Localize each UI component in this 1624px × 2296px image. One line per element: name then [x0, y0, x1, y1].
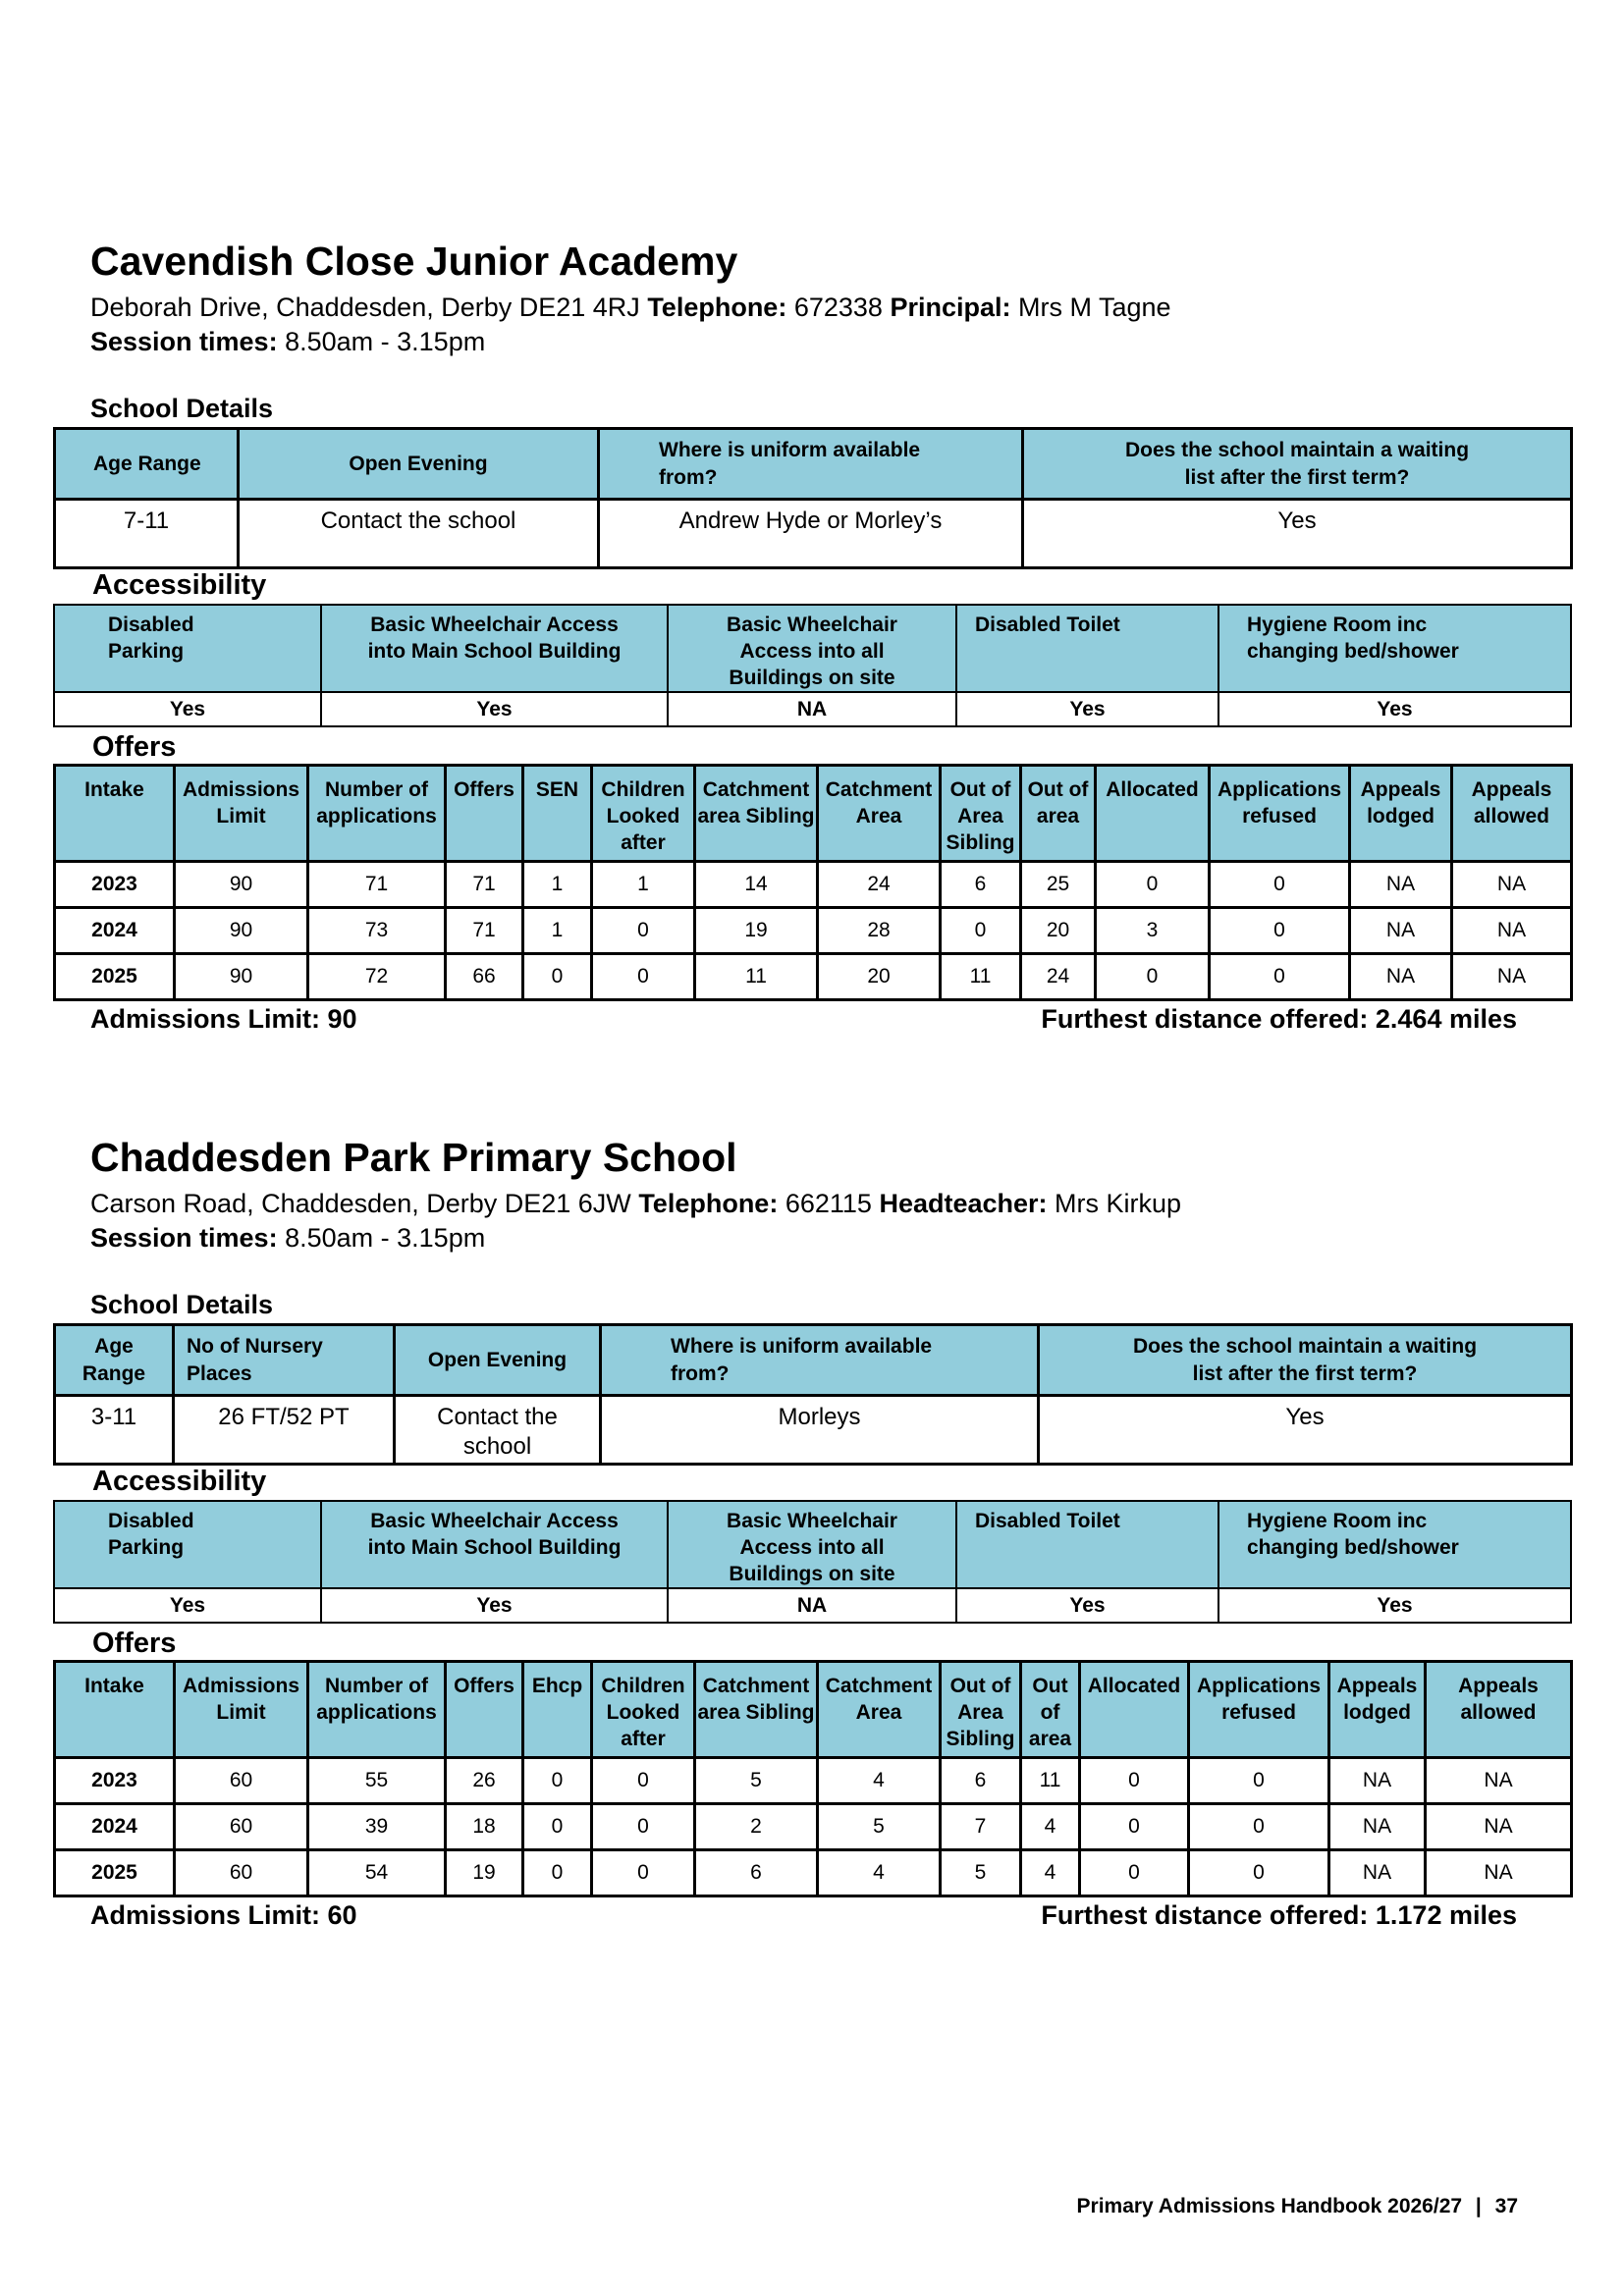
page-footer [1077, 2195, 1518, 2218]
offers-row [55, 1758, 1572, 1804]
offers-cell: NA [1452, 954, 1572, 1000]
head-label: Headteacher: [879, 1189, 1048, 1218]
offers-cell: 72 [308, 954, 446, 1000]
telephone-label: Telephone: [638, 1189, 779, 1218]
offers-cell: 6 [941, 1758, 1021, 1804]
offers-cell: 0 [1210, 954, 1350, 1000]
accessibility-value: Yes [54, 692, 321, 726]
offers-row [55, 954, 1572, 1000]
offers-cell: 0 [1189, 1850, 1329, 1896]
offers-cell: 28 [818, 908, 941, 954]
offers-cell: 60 [175, 1804, 308, 1850]
accessibility-title: Accessibility [92, 1466, 267, 1497]
offers-header: Appeals allowed [1452, 766, 1572, 862]
offers-title: Offers [92, 731, 177, 763]
details-value: Contact the school [395, 1396, 601, 1465]
offers-cell: NA [1350, 954, 1452, 1000]
offers-cell: 6 [941, 862, 1021, 908]
offers-row [55, 1804, 1572, 1850]
offers-cell: 20 [1021, 908, 1096, 954]
offers-cell: 0 [592, 908, 695, 954]
offers-cell: 3 [1096, 908, 1210, 954]
details-header: No of Nursery Places [174, 1325, 395, 1396]
offers-cell: 1 [523, 862, 592, 908]
offers-header: Out of area [1021, 1662, 1080, 1758]
offers-header: Catchment Area [818, 1662, 941, 1758]
details-header: Age Range [55, 1325, 174, 1396]
accessibility-header: Hygiene Room inc changing bed/shower [1218, 605, 1571, 692]
accessibility-header: Disabled Toilet [956, 1501, 1218, 1588]
offers-cell: 0 [1189, 1758, 1329, 1804]
offers-cell: 54 [308, 1850, 446, 1896]
session-value: 8.50am - 3.15pm [285, 1223, 486, 1253]
offers-cell: 5 [941, 1850, 1021, 1896]
offers-cell: 0 [592, 1804, 695, 1850]
offers-header: Children Looked after [592, 766, 695, 862]
offers-cell: 11 [941, 954, 1021, 1000]
offers-cell: 90 [175, 954, 308, 1000]
offers-cell: 19 [446, 1850, 523, 1896]
offers-cell: 0 [592, 1758, 695, 1804]
details-header: Age Range [55, 429, 239, 500]
session-value: 8.50am - 3.15pm [285, 327, 486, 356]
accessibility-value: NA [668, 692, 956, 726]
offers-row [55, 908, 1572, 954]
accessibility-header-row [54, 1501, 1571, 1588]
offers-cell: 2023 [55, 1758, 175, 1804]
offers-header: Appeals allowed [1426, 1662, 1572, 1758]
offers-header: Out of Area Sibling [941, 766, 1021, 862]
telephone-value: 672338 [793, 293, 883, 322]
accessibility-value-row [54, 1588, 1571, 1623]
offers-cell: 7 [941, 1804, 1021, 1850]
accessibility-table [53, 604, 1572, 727]
accessibility-header: Basic Wheelchair Access into Main School Building [321, 605, 668, 692]
page-number: 37 [1494, 2195, 1518, 2217]
offers-cell: 2024 [55, 1804, 175, 1850]
offers-header: Offers [446, 1662, 523, 1758]
offers-cell: 0 [523, 1804, 592, 1850]
offers-header: Out of area [1021, 766, 1096, 862]
offers-cell: NA [1329, 1804, 1426, 1850]
session-label: Session times: [90, 327, 278, 356]
offers-cell: 26 [446, 1758, 523, 1804]
accessibility-title: Accessibility [92, 569, 267, 601]
accessibility-header: Basic Wheelchair Access into all Buildings on site [668, 1501, 956, 1588]
admissions-limit: Admissions Limit: 90 [90, 1004, 357, 1034]
head-value: Mrs M Tagne [1018, 293, 1171, 322]
offers-header: Applications refused [1210, 766, 1350, 862]
telephone-value: 662115 [785, 1189, 872, 1218]
offers-header: Catchment Area [818, 766, 941, 862]
offers-cell: 0 [523, 1850, 592, 1896]
offers-cell: 2 [695, 1804, 818, 1850]
offers-header: Allocated [1080, 1662, 1189, 1758]
details-header-row [55, 1325, 1572, 1396]
details-header: Where is uniform available from? [599, 429, 1023, 500]
offers-cell: 4 [1021, 1850, 1080, 1896]
offers-cell: 0 [592, 954, 695, 1000]
school-name: Chaddesden Park Primary School [90, 1135, 737, 1180]
school-details-title: School Details [90, 1290, 274, 1319]
accessibility-value-row [54, 692, 1571, 726]
session-label: Session times: [90, 1223, 278, 1253]
offers-cell: NA [1350, 908, 1452, 954]
details-value-row [55, 500, 1572, 568]
offers-cell: 2025 [55, 954, 175, 1000]
details-header: Open Evening [395, 1325, 601, 1396]
offers-cell: 0 [523, 954, 592, 1000]
offers-cell: 4 [818, 1758, 941, 1804]
offers-cell: 11 [1021, 1758, 1080, 1804]
details-value: Andrew Hyde or Morley’s [599, 500, 1023, 568]
offers-cell: 39 [308, 1804, 446, 1850]
offers-cell: 0 [523, 1758, 592, 1804]
offers-header: Children Looked after [592, 1662, 695, 1758]
offers-cell: 0 [1210, 862, 1350, 908]
offers-header: Number of applications [308, 1662, 446, 1758]
details-header: Does the school maintain a waiting list after the first term? [1023, 429, 1572, 500]
offers-table [53, 764, 1573, 1001]
offers-cell: 66 [446, 954, 523, 1000]
details-header-row [55, 429, 1572, 500]
accessibility-header: Basic Wheelchair Access into all Buildings on site [668, 605, 956, 692]
school-address: Carson Road, Chaddesden, Derby DE21 6JW [90, 1189, 631, 1218]
offers-table [53, 1660, 1573, 1897]
accessibility-header-row [54, 605, 1571, 692]
accessibility-value: Yes [956, 1588, 1218, 1623]
offers-header: Catchment area Sibling [695, 1662, 818, 1758]
accessibility-header: Disabled Toilet [956, 605, 1218, 692]
offers-cell: NA [1426, 1758, 1572, 1804]
accessibility-header: Disabled Parking [54, 1501, 321, 1588]
accessibility-table [53, 1500, 1572, 1624]
offers-cell: 90 [175, 862, 308, 908]
details-header: Where is uniform available from? [601, 1325, 1039, 1396]
offers-cell: 14 [695, 862, 818, 908]
school-name: Cavendish Close Junior Academy [90, 239, 738, 284]
offers-cell: 24 [818, 862, 941, 908]
accessibility-value: Yes [956, 692, 1218, 726]
offers-cell: 5 [695, 1758, 818, 1804]
accessibility-header: Basic Wheelchair Access into Main School Building [321, 1501, 668, 1588]
offers-cell: 0 [1080, 1850, 1189, 1896]
offers-cell: 0 [1080, 1758, 1189, 1804]
offers-header: Appeals lodged [1329, 1662, 1426, 1758]
details-value: Yes [1039, 1396, 1572, 1465]
offers-header: Intake [55, 1662, 175, 1758]
accessibility-value: NA [668, 1588, 956, 1623]
offers-cell: 20 [818, 954, 941, 1000]
offers-header: Catchment area Sibling [695, 766, 818, 862]
details-value: Yes [1023, 500, 1572, 568]
offers-cell: 0 [1096, 862, 1210, 908]
offers-cell: 25 [1021, 862, 1096, 908]
school-details-table [53, 1323, 1573, 1466]
accessibility-header: Disabled Parking [54, 605, 321, 692]
details-header: Does the school maintain a waiting list after the first term? [1039, 1325, 1572, 1396]
offers-cell: 0 [1080, 1804, 1189, 1850]
school-contact-line [90, 293, 1171, 323]
accessibility-value: Yes [1218, 692, 1571, 726]
school-details-table [53, 427, 1573, 569]
admissions-limit: Admissions Limit: 60 [90, 1900, 357, 1930]
offers-header: Offers [446, 766, 523, 862]
offers-header: Applications refused [1189, 1662, 1329, 1758]
offers-cell: 0 [941, 908, 1021, 954]
school-section-2 [53, 1135, 1570, 1949]
school-section-1 [53, 239, 1570, 1053]
offers-cell: 24 [1021, 954, 1096, 1000]
details-value: 7-11 [55, 500, 239, 568]
offers-cell: 1 [523, 908, 592, 954]
details-value: Contact the school [239, 500, 599, 568]
offers-header: Out of Area Sibling [941, 1662, 1021, 1758]
offers-cell: NA [1426, 1850, 1572, 1896]
handbook-title: Primary Admissions Handbook 2026/27 [1076, 2195, 1463, 2217]
head-label: Principal: [890, 293, 1011, 322]
offers-cell: 90 [175, 908, 308, 954]
school-details-title: School Details [90, 394, 274, 423]
offers-cell: 71 [446, 862, 523, 908]
offers-header-row [55, 766, 1572, 862]
accessibility-header: Hygiene Room inc changing bed/shower [1218, 1501, 1571, 1588]
offers-cell: 4 [1021, 1804, 1080, 1850]
offers-cell: 2025 [55, 1850, 175, 1896]
accessibility-value: Yes [54, 1588, 321, 1623]
offers-cell: NA [1329, 1758, 1426, 1804]
offers-cell: 19 [695, 908, 818, 954]
offers-cell: 0 [592, 1850, 695, 1896]
offers-cell: 2024 [55, 908, 175, 954]
details-value: 26 FT/52 PT [174, 1396, 395, 1465]
offers-cell: 1 [592, 862, 695, 908]
details-header: Open Evening [239, 429, 599, 500]
session-times-line [90, 327, 485, 357]
furthest-distance: Furthest distance offered: 2.464 miles [1041, 1004, 1517, 1034]
school-contact-line [90, 1189, 1181, 1219]
offers-header: Admissions Limit [175, 1662, 308, 1758]
offers-cell: NA [1452, 862, 1572, 908]
offers-header-row [55, 1662, 1572, 1758]
offers-header: Ehcp [523, 1662, 592, 1758]
offers-header: Admissions Limit [175, 766, 308, 862]
offers-cell: 60 [175, 1850, 308, 1896]
offers-cell: NA [1426, 1804, 1572, 1850]
offers-header: Intake [55, 766, 175, 862]
head-value: Mrs Kirkup [1055, 1189, 1182, 1218]
offers-cell: NA [1329, 1850, 1426, 1896]
footer-separator: | [1475, 2195, 1482, 2217]
offers-cell: 18 [446, 1804, 523, 1850]
offers-cell: 5 [818, 1804, 941, 1850]
offers-cell: 60 [175, 1758, 308, 1804]
accessibility-value: Yes [1218, 1588, 1571, 1623]
accessibility-value: Yes [321, 692, 668, 726]
session-times-line [90, 1223, 485, 1254]
offers-cell: 0 [1189, 1804, 1329, 1850]
furthest-distance: Furthest distance offered: 1.172 miles [1041, 1900, 1517, 1930]
offers-cell: 55 [308, 1758, 446, 1804]
offers-cell: 0 [1210, 908, 1350, 954]
offers-title: Offers [92, 1628, 177, 1659]
details-value-row [55, 1396, 1572, 1465]
offers-header: Allocated [1096, 766, 1210, 862]
offers-header: Number of applications [308, 766, 446, 862]
offers-row [55, 1850, 1572, 1896]
offers-cell: 71 [308, 862, 446, 908]
offers-cell: 71 [446, 908, 523, 954]
school-address: Deborah Drive, Chaddesden, Derby DE21 4RJ [90, 293, 640, 322]
details-value: Morleys [601, 1396, 1039, 1465]
offers-cell: 4 [818, 1850, 941, 1896]
details-value: 3-11 [55, 1396, 174, 1465]
offers-cell: 0 [1096, 954, 1210, 1000]
telephone-label: Telephone: [647, 293, 787, 322]
offers-row [55, 862, 1572, 908]
offers-cell: 6 [695, 1850, 818, 1896]
offers-cell: NA [1350, 862, 1452, 908]
offers-cell: NA [1452, 908, 1572, 954]
offers-cell: 2023 [55, 862, 175, 908]
offers-cell: 73 [308, 908, 446, 954]
offers-header: SEN [523, 766, 592, 862]
offers-cell: 11 [695, 954, 818, 1000]
accessibility-value: Yes [321, 1588, 668, 1623]
offers-header: Appeals lodged [1350, 766, 1452, 862]
